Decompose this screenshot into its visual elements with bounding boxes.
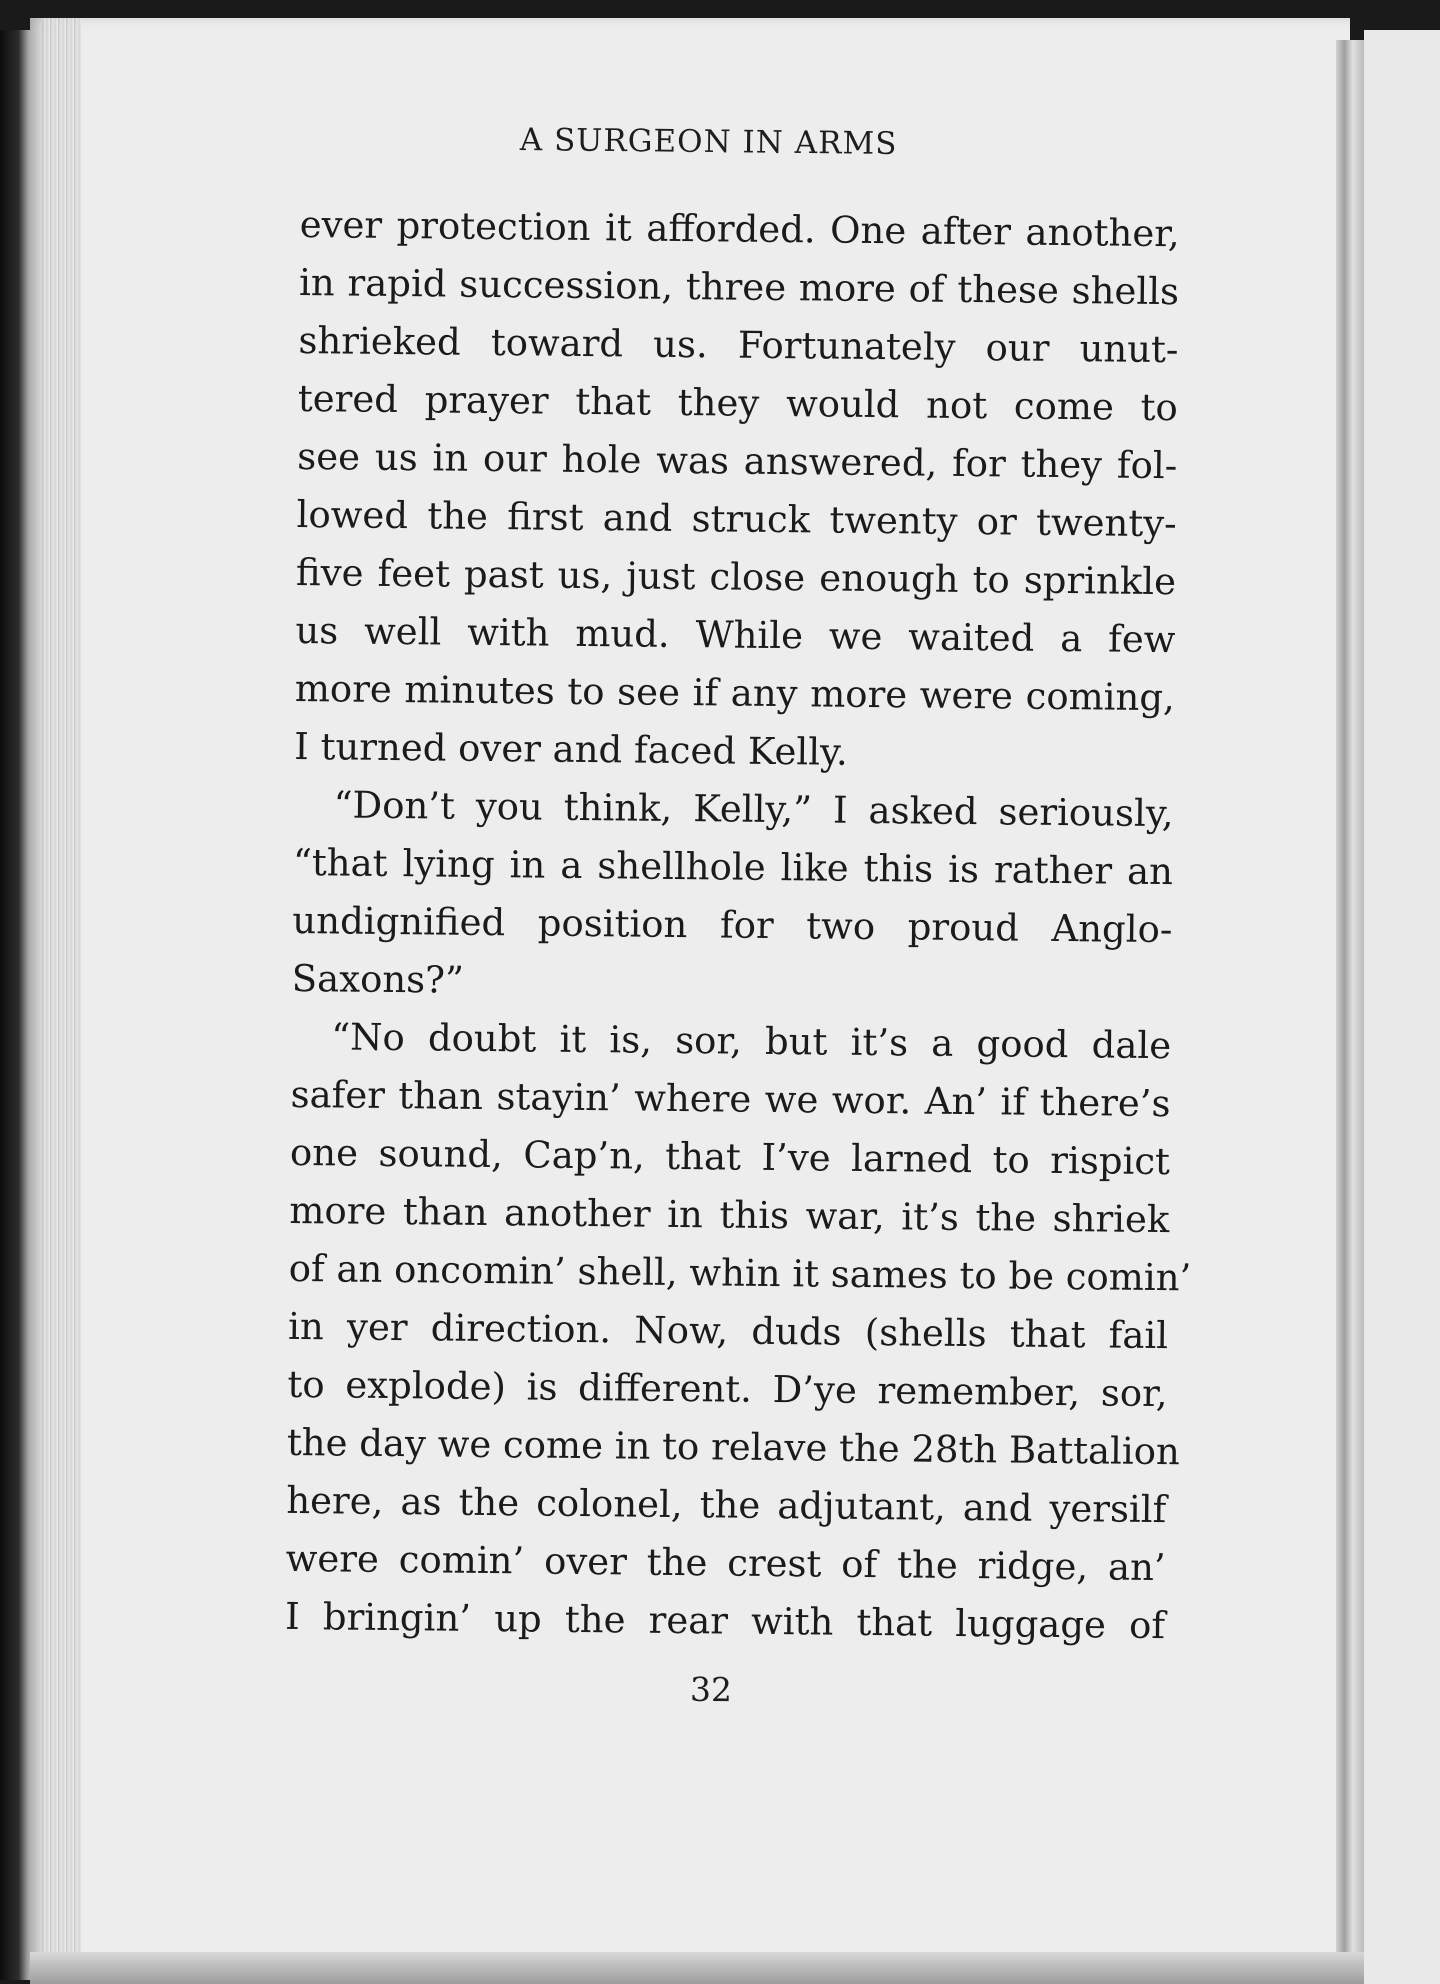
text-line: us well with mud. While we waited a few — [295, 608, 1176, 662]
paragraph — [294, 196, 1180, 785]
text-line: “No doubt it is, sor, but it’s a good dale — [330, 1015, 1172, 1068]
running-head: A SURGEON IN ARMS — [519, 122, 898, 162]
scan-background — [1364, 30, 1440, 1984]
body-text — [284, 196, 1192, 1655]
text-line: “that lying in a shellhole like this is rather an — [292, 840, 1174, 894]
text-line: I turned over and faced Kelly. — [294, 724, 849, 774]
text-line: in yer direction. Now, duds (shells that fail — [287, 1304, 1169, 1358]
text-line: see us in our hole was answered, for they fol- — [297, 434, 1178, 488]
text-line: in rapid succession, three more of these shells — [298, 260, 1180, 314]
text-line: I bringin’ up the rear with that luggage of — [284, 1594, 1166, 1648]
text-line: to explode) is different. D’ye remember, sor, — [287, 1362, 1168, 1416]
text-line: ever protection it afforded. One after another, — [299, 202, 1180, 256]
text-line: here, as the colonel, the adjutant, and yersilf — [286, 1478, 1167, 1532]
book-spine-shadow — [0, 30, 34, 1980]
paragraph — [291, 776, 1173, 1017]
text-line: Saxons?” — [291, 956, 465, 1002]
page-stack-edges — [42, 18, 82, 1958]
page-number: 32 — [689, 1669, 733, 1710]
bottom-page-edge — [30, 1952, 1364, 1984]
text-line: shrieked toward us. Fortunately our unut- — [298, 318, 1179, 372]
text-line: one sound, Cap’n, that I’ve larned to rispict — [289, 1130, 1171, 1184]
text-line: “Don’t you think, Kelly,” I asked seriously, — [333, 783, 1174, 836]
text-line: the day we come in to relave the 28th Battalion — [286, 1420, 1181, 1474]
text-line: five feet past us, just close enough to sprinkle — [295, 550, 1177, 604]
text-line: tered prayer that they would not come to — [297, 376, 1179, 430]
text-line: more than another in this war, it’s the shriek — [289, 1188, 1170, 1242]
text-line: of an oncomin’ shell, whin it sames to be comin’ — [288, 1246, 1192, 1300]
text-line: safer than stayin’ where we wor. An’ if there’s — [290, 1072, 1171, 1126]
text-line: lowed the first and struck twenty or twenty- — [296, 492, 1177, 546]
right-page-edge — [1336, 40, 1364, 1984]
paragraph — [284, 1008, 1192, 1655]
text-line: more minutes to see if any more were coming, — [294, 666, 1176, 720]
text-line: undignified position for two proud Anglo- — [292, 898, 1173, 952]
text-line: were comin’ over the crest of the ridge, an’ — [285, 1536, 1166, 1590]
